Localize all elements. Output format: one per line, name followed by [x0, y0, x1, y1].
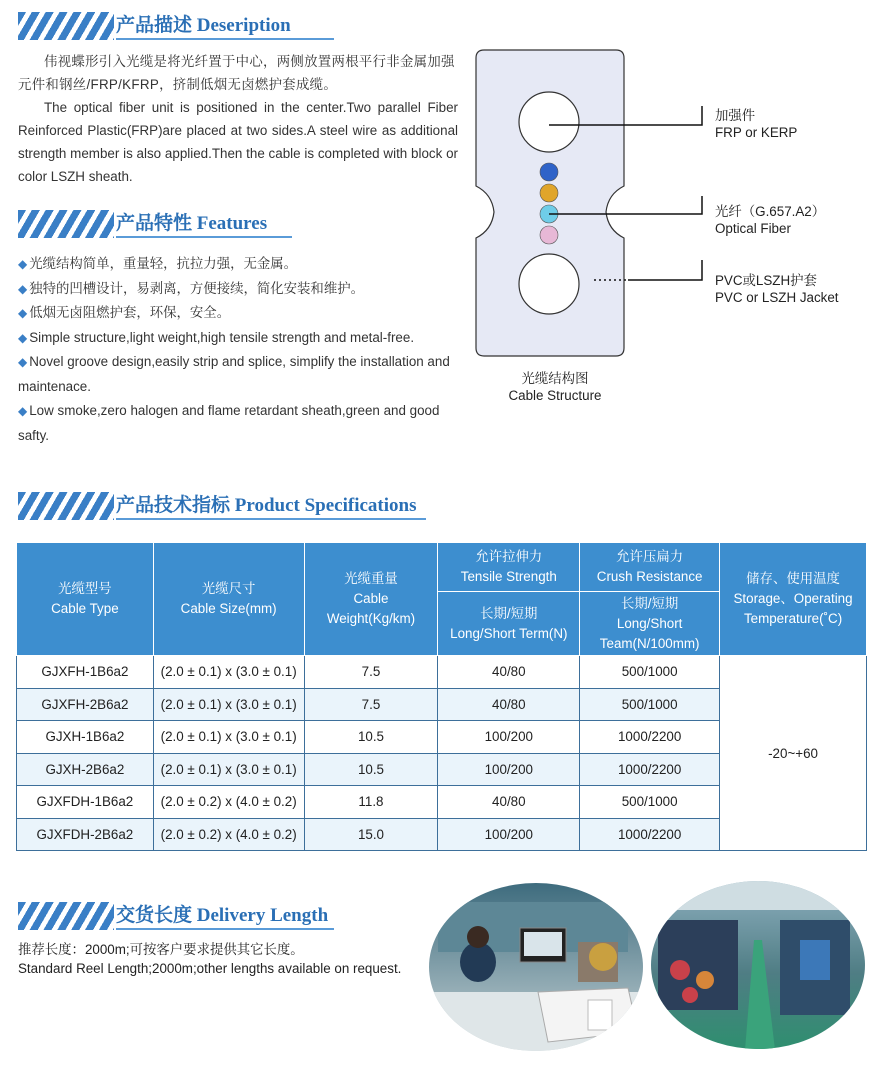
feature-item: ◆ Novel groove design,easily strip and splice, simplify the installation and maintenace. [18, 354, 450, 394]
label-jacket: PVC或LSZH护套 PVC or LSZH Jacket [715, 273, 839, 305]
cell-tensile: 40/80 [438, 656, 580, 689]
label-frp: 加强件 FRP or KERP [715, 108, 798, 140]
cell-type: GJXFDH-1B6a2 [17, 786, 154, 819]
feature-item: ◆ Low smoke,zero halogen and flame retardant sheath,green and good safty. [18, 403, 440, 443]
header-tensile: 允许拉伸力 Tensile Strength [438, 543, 580, 592]
strength-member-bottom [519, 254, 579, 314]
heading-underline [116, 518, 426, 520]
header-crush: 允许压扁力 Crush Resistance [580, 543, 720, 592]
diamond-bullet-icon: ◆ [18, 281, 28, 296]
cell-type: GJXFH-2B6a2 [17, 688, 154, 721]
cell-crush: 1000/2200 [580, 721, 720, 754]
stripes-decoration [18, 210, 114, 238]
feature-item: ◆ Simple structure,light weight,high tensile strength and metal-free. [18, 329, 415, 345]
cell-crush: 500/1000 [580, 656, 720, 689]
feature-item: ◆ 光缆结构简单，重量轻，抗拉力强，无金属。 [18, 256, 298, 271]
cell-tensile: 40/80 [438, 688, 580, 721]
fiber-1 [540, 163, 558, 181]
diamond-bullet-icon: ◆ [18, 306, 28, 320]
specifications-table [16, 542, 867, 851]
factory-photo-workstation [428, 882, 644, 1052]
heading-underline [116, 38, 334, 40]
heading-underline [116, 928, 334, 930]
delivery-en: Standard Reel Length;2000m;other lengths available on request. [18, 961, 402, 976]
cell-tensile: 100/200 [438, 753, 580, 786]
cell-crush: 1000/2200 [580, 753, 720, 786]
delivery-title: 交货长度 Delivery Length [116, 905, 329, 926]
feature-item: ◆ 独特的凹槽设计，易剥离，方便接续，简化安装和维护。 [18, 280, 364, 296]
fiber-2 [540, 184, 558, 202]
cell-size: (2.0 ± 0.2) x (4.0 ± 0.2) [153, 818, 304, 851]
diamond-bullet-icon: ◆ [18, 257, 28, 271]
header-cable-size: 光缆尺寸 Cable Size(mm) [153, 543, 304, 656]
strength-member-top [519, 92, 579, 152]
stripes-decoration [18, 492, 114, 520]
cell-size: (2.0 ± 0.1) x (3.0 ± 0.1) [153, 688, 304, 721]
cell-tensile: 100/200 [438, 818, 580, 851]
cell-weight: 10.5 [304, 753, 438, 786]
cell-tensile: 40/80 [438, 786, 580, 819]
cable-structure-diagram [470, 46, 710, 366]
cell-size: (2.0 ± 0.1) x (3.0 ± 0.1) [153, 656, 304, 689]
specs-title: 产品技术指标 Product Specifications [116, 495, 417, 516]
delivery-text [18, 940, 401, 978]
header-temperature: 储存、使用温度 Storage、Operating Temperature(˚C) [720, 543, 867, 656]
header-cable-weight: 光缆重量 Cable Weight(Kg/km) [304, 543, 438, 656]
delivery-cn: 推荐长度：2000m;可按客户要求提供其它长度。 [18, 942, 304, 957]
cell-type: GJXH-2B6a2 [17, 753, 154, 786]
stripes-decoration [18, 12, 114, 40]
cell-weight: 7.5 [304, 688, 438, 721]
description-title: 产品描述 Deseription [116, 15, 291, 36]
cell-crush: 1000/2200 [580, 818, 720, 851]
description-text [18, 50, 458, 188]
heading-underline [116, 236, 292, 238]
feature-item: ◆ 低烟无卤阻燃护套，环保，安全。 [18, 305, 231, 320]
cell-size: (2.0 ± 0.1) x (3.0 ± 0.1) [153, 753, 304, 786]
cell-size: (2.0 ± 0.2) x (4.0 ± 0.2) [153, 786, 304, 819]
cell-type: GJXFH-1B6a2 [17, 656, 154, 689]
leader-line-jacket [628, 260, 702, 280]
features-list [18, 252, 468, 448]
diamond-bullet-icon: ◆ [18, 330, 28, 345]
description-cn: 伟视蝶形引入光缆是将光纤置于中心，两侧放置两根平行非金属加强元件和钢丝/FRP/KFRP，挤制低烟无卤燃护套成缆。 [18, 54, 455, 92]
cell-weight: 10.5 [304, 721, 438, 754]
diamond-bullet-icon: ◆ [18, 404, 28, 418]
cell-weight: 11.8 [304, 786, 438, 819]
cell-tensile: 100/200 [438, 721, 580, 754]
stripes-decoration [18, 902, 114, 930]
table-row [17, 656, 867, 689]
cell-type: GJXH-1B6a2 [17, 721, 154, 754]
description-en: The optical fiber unit is positioned in the center.Two parallel Fiber Reinforced Plastic(FRP)are placed at two sides.A steel wire as additional strength member is also applied.Then the cable is completed with block or color LSZH sheath. [18, 100, 458, 184]
factory-photo-production-line [650, 880, 866, 1050]
cell-temperature: -20~+60 [720, 656, 867, 851]
cell-crush: 500/1000 [580, 688, 720, 721]
diamond-bullet-icon: ◆ [18, 355, 28, 369]
cell-weight: 15.0 [304, 818, 438, 851]
features-title: 产品特性 Features [116, 213, 268, 234]
label-fiber: 光纤（G.657.A2） Optical Fiber [715, 204, 826, 236]
header-cable-type: 光缆型号 Cable Type [17, 543, 154, 656]
fiber-4 [540, 226, 558, 244]
header-tensile-longshort: 长期/短期 Long/Short Term(N) [438, 592, 580, 656]
cell-weight: 7.5 [304, 656, 438, 689]
cell-size: (2.0 ± 0.1) x (3.0 ± 0.1) [153, 721, 304, 754]
header-crush-longshort: 长期/短期 Long/Short Team(N/100mm) [580, 592, 720, 656]
cell-crush: 500/1000 [580, 786, 720, 819]
diagram-caption: 光缆结构图 Cable Structure [508, 371, 602, 403]
cell-type: GJXFDH-2B6a2 [17, 818, 154, 851]
